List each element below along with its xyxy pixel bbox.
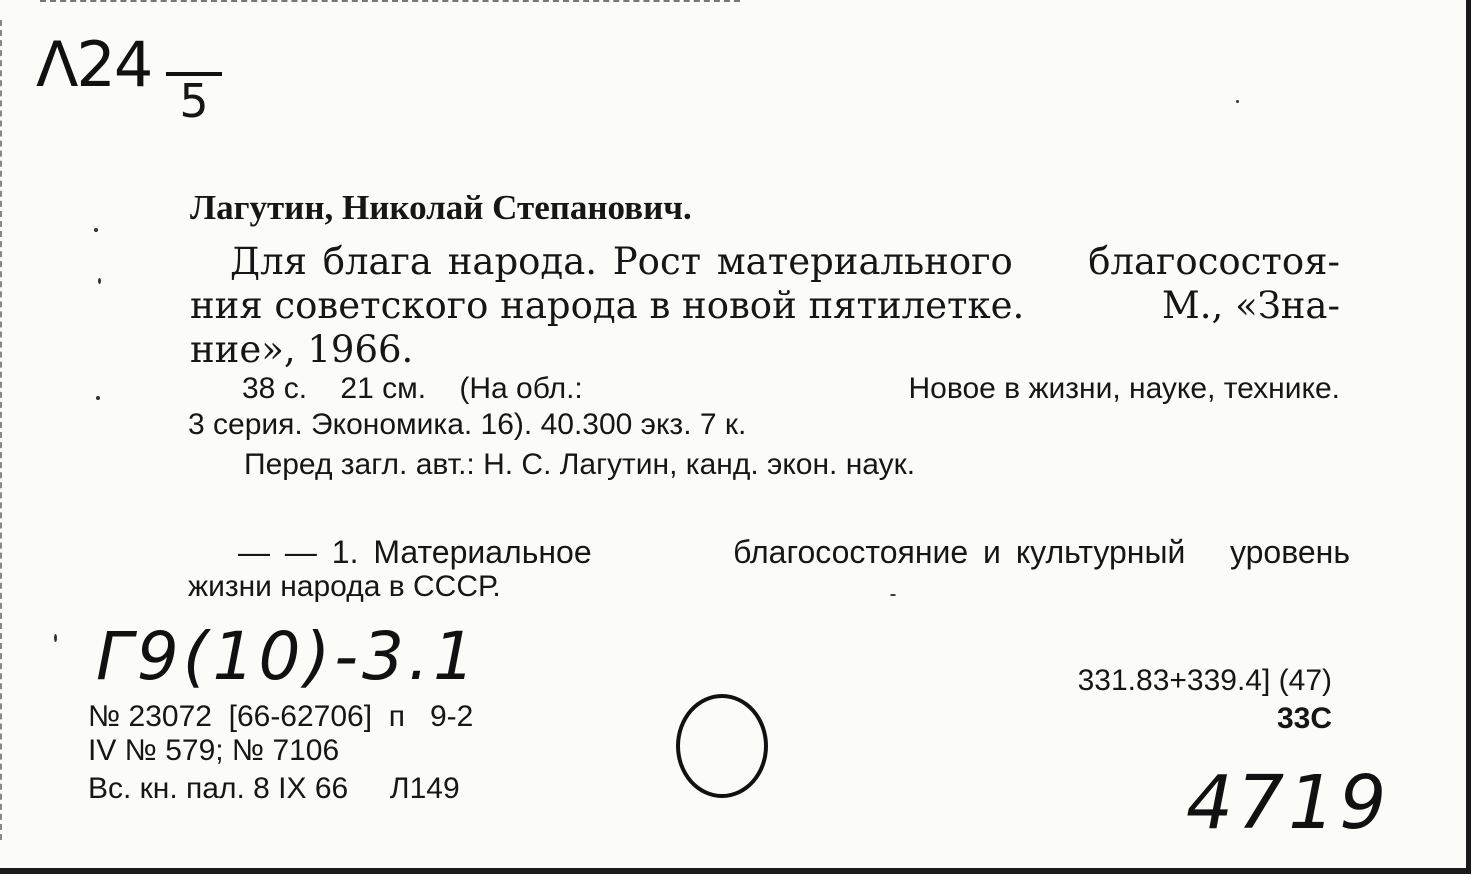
- speck: [54, 634, 57, 642]
- classification-handwritten: Г9(10)-3.1: [96, 618, 480, 695]
- collation-line-1-left: 38 с. 21 см. (На обл.:: [242, 372, 583, 405]
- collation-line-1-right: Новое в жизни, науке, технике.: [908, 372, 1340, 405]
- title-line-1-right: благосостоя-: [1088, 240, 1340, 283]
- collation-line-3: Перед загл. авт.: Н. С. Лагутин, канд. экон. наук.: [244, 448, 916, 481]
- collation-line-2: 3 серия. Экономика. 16). 40.300 экз. 7 к.: [188, 408, 747, 441]
- imprint-code-line-2: IV № 579; № 7106: [88, 734, 340, 767]
- speck: [96, 396, 100, 400]
- card-top-edge: [40, 0, 740, 4]
- shelf-mark-handwritten: Λ24: [36, 28, 152, 101]
- speck: [94, 228, 98, 232]
- subject-line-1-right: благосостояние и культурный уровень: [733, 534, 1350, 570]
- author-heading: Лагутин, Николай Степанович.: [190, 188, 692, 227]
- shelf-mark-denominator: 5: [179, 74, 209, 128]
- speck: [98, 278, 101, 284]
- title-line-2-left: ния советского народа в новой пятилетке.: [190, 284, 1025, 327]
- card-punch-hole: [676, 694, 768, 798]
- imprint-code-line-1: № 23072 [66-62706] п 9-2: [88, 700, 474, 733]
- title-line-2: [190, 284, 1340, 327]
- subject-line-1-left: — — 1. Материальное: [238, 534, 592, 570]
- title-line-1: [230, 240, 1340, 283]
- subject-line-2: жизни народа в СССР.: [188, 570, 501, 603]
- subject-line-1: [238, 534, 1350, 571]
- title-line-3: ние», 1966.: [190, 328, 414, 371]
- udc-index: 331.83+339.4] (47): [1077, 664, 1332, 697]
- title-line-1-left: Для блага народа. Рост материального: [230, 240, 1013, 283]
- speck: [1236, 100, 1239, 103]
- shelf-mark-fraction: [166, 44, 222, 126]
- imprint-code-line-3: Вс. кн. пал. 8 IX 66 Л149: [88, 772, 460, 805]
- title-line-2-right: М., «Зна-: [1161, 284, 1340, 327]
- udc-index-2: 33С: [1276, 702, 1332, 735]
- speck: [890, 594, 896, 596]
- accession-number-handwritten: 4719: [1186, 760, 1391, 846]
- collation-line-1: [242, 372, 1340, 406]
- card-left-edge: [0, 20, 4, 840]
